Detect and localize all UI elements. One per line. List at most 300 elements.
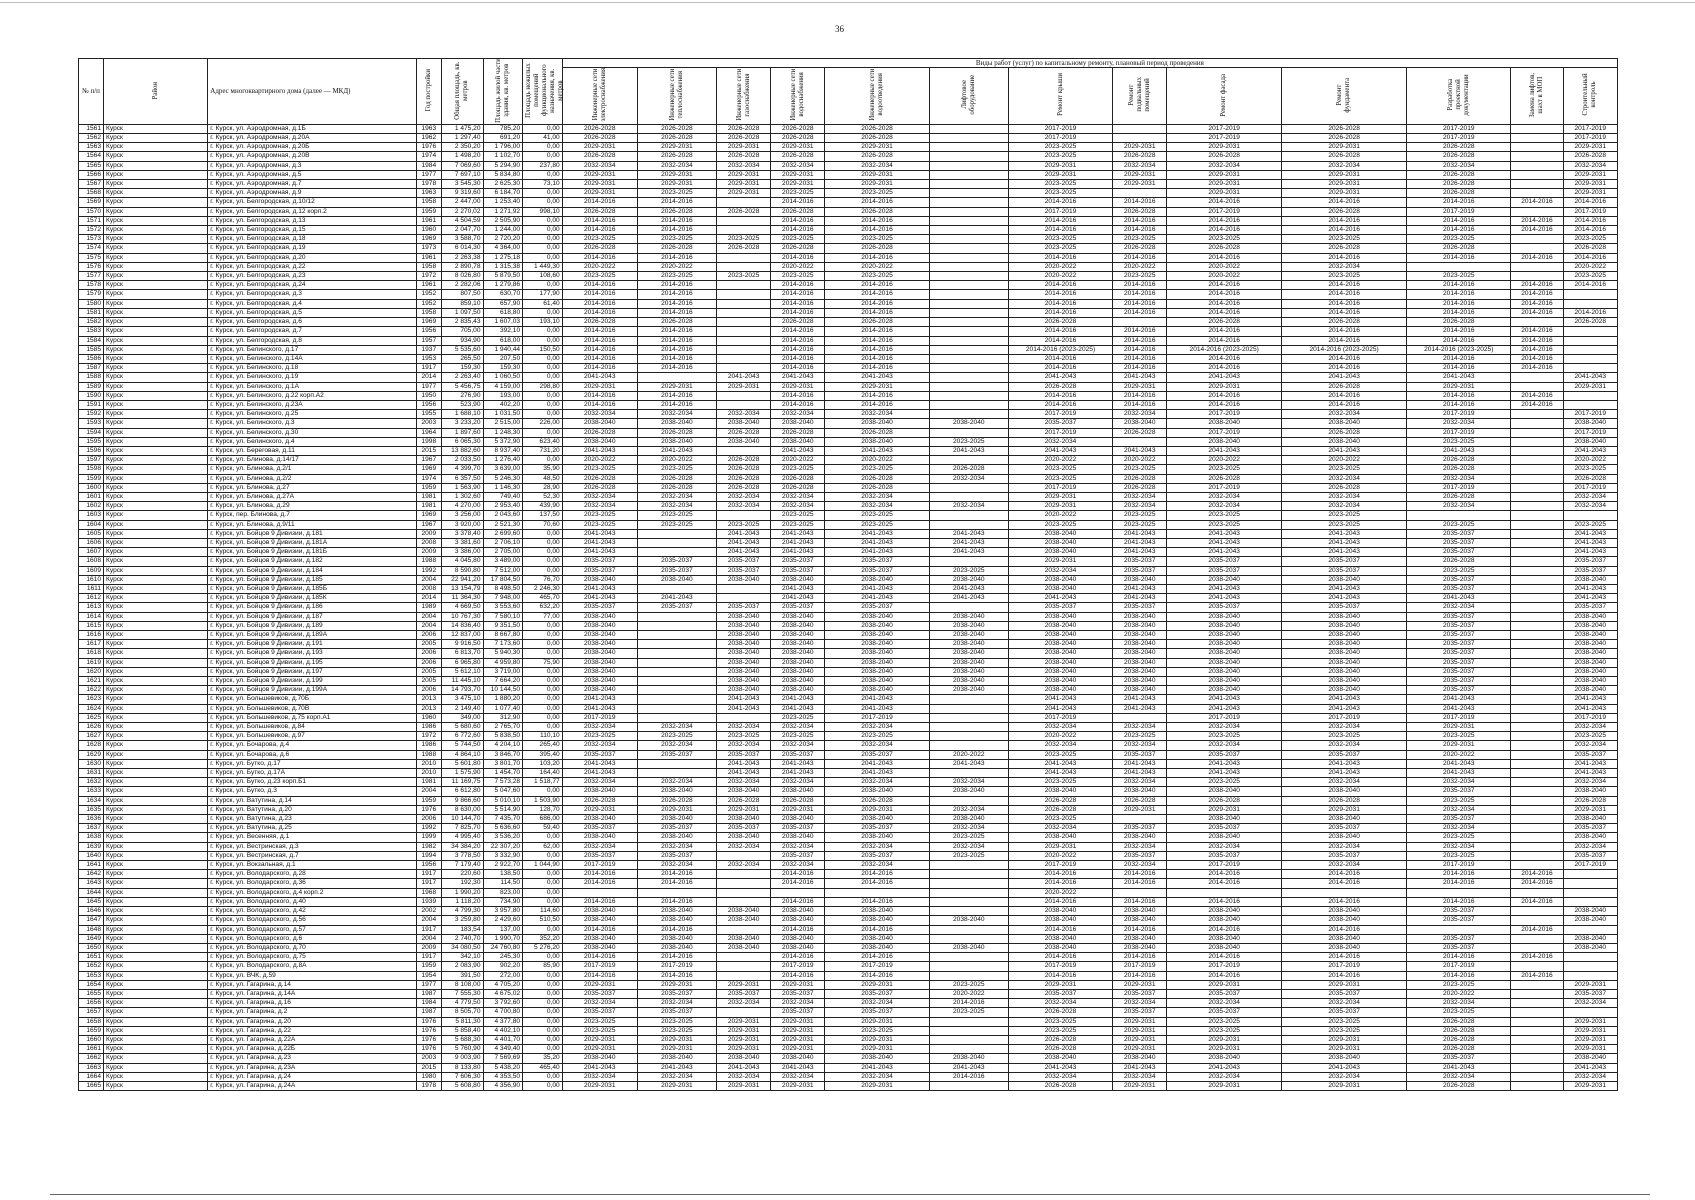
table-cell: 2041-2043 [1563, 594, 1617, 603]
table-cell: 2023-2025 [1008, 152, 1112, 161]
table-cell: 2032-2034 [717, 723, 771, 732]
table-cell: 5 858,40 [441, 1026, 483, 1035]
address-cell: г. Курск, ул. Володарского, д.6 [208, 934, 417, 943]
table-cell: 2041-2043 [717, 529, 771, 538]
table-cell [717, 308, 771, 317]
table-cell: 2041-2043 [1407, 704, 1511, 713]
table-cell: 2023-2025 [771, 713, 825, 722]
table-cell: 2015 [416, 446, 441, 455]
table-cell: 2014-2016 [1113, 925, 1167, 934]
table-cell: 2032-2034 [562, 842, 637, 851]
table-cell: 3 259,80 [441, 916, 483, 925]
row-number-cell: 1598 [79, 465, 104, 474]
table-cell: 2014-2016 [1113, 354, 1167, 363]
table-cell: 0,00 [523, 1035, 563, 1044]
table-cell: 2029-2031 [1282, 1035, 1407, 1044]
address-cell: г. Курск, ул. Вестринская, д.3 [208, 842, 417, 851]
work-header-elevator: Лифтовое оборудование [929, 68, 1008, 125]
table-row [79, 677, 1618, 686]
table-cell: 2035-2037 [1167, 1008, 1282, 1017]
table-cell: 2032-2034 [637, 502, 716, 511]
table-cell: 4 270,00 [441, 502, 483, 511]
table-cell [1563, 354, 1617, 363]
table-cell: 2023-2025 [637, 235, 716, 244]
table-cell: 2004 [416, 621, 441, 630]
table-cell: 5 811,30 [441, 1017, 483, 1026]
table-cell: 2032-2034 [717, 741, 771, 750]
row-number-cell: 1633 [79, 787, 104, 796]
table-cell: Курск [104, 244, 208, 253]
table-cell: 2041-2043 [1563, 695, 1617, 704]
table-cell: 2014-2016 [1113, 226, 1167, 235]
table-cell: 2009 [416, 548, 441, 557]
address-cell: г. Курск, ул. Белинского, д.17 [208, 345, 417, 354]
table-cell: 2014-2016 [1167, 953, 1282, 962]
table-cell: Курск [104, 815, 208, 824]
table-cell [562, 888, 637, 897]
table-row [79, 769, 1618, 778]
row-number-cell: 1585 [79, 345, 104, 354]
table-row [79, 861, 1618, 870]
table-cell: 2020-2022 [1008, 511, 1112, 520]
table-cell: Курск [104, 400, 208, 409]
table-cell: 2032-2034 [717, 492, 771, 501]
table-cell: 2026-2028 [825, 124, 929, 133]
table-cell: 1 044,90 [523, 861, 563, 870]
table-cell: 2014-2016 [637, 879, 716, 888]
table-cell: 2035-2037 [717, 566, 771, 575]
table-cell: 2009 [416, 943, 441, 952]
row-number-cell: 1604 [79, 520, 104, 529]
table-cell: 1 275,18 [483, 253, 523, 262]
table-cell: 2026-2028 [771, 474, 825, 483]
table-cell: 2014-2016 [1008, 253, 1112, 262]
table-cell [929, 198, 1008, 207]
table-cell: 2014-2016 [771, 216, 825, 225]
table-cell: 5 047,60 [483, 787, 523, 796]
table-cell: 1976 [416, 1045, 441, 1054]
table-cell: 8 026,80 [441, 272, 483, 281]
table-cell: 2014-2016 [771, 308, 825, 317]
table-cell [929, 796, 1008, 805]
table-cell: 2 350,20 [441, 143, 483, 152]
table-cell: 2032-2034 [825, 410, 929, 419]
table-row [79, 1026, 1618, 1035]
table-cell: 2020-2022 [637, 456, 716, 465]
table-cell: 1978 [416, 180, 441, 189]
table-cell: 2014-2016 [1167, 226, 1282, 235]
table-cell: 2038-2040 [929, 612, 1008, 621]
table-cell: 6 612,80 [441, 787, 483, 796]
table-cell: 0,00 [523, 787, 563, 796]
table-cell: 2038-2040 [562, 575, 637, 584]
address-cell: г. Курск, ул. Белинского, д.23А [208, 400, 417, 409]
table-cell: 2035-2037 [1407, 640, 1511, 649]
table-cell: 2041-2043 [771, 769, 825, 778]
table-cell: 2014-2016 [1511, 226, 1563, 235]
table-cell: 2014-2016 [1167, 299, 1282, 308]
table-cell: 2014-2016 [1167, 327, 1282, 336]
table-cell: 2023-2025 [1008, 474, 1112, 483]
address-cell: г. Курск, ул. Береговая, д.11 [208, 446, 417, 455]
table-cell: 2029-2031 [1282, 805, 1407, 814]
table-cell: 2032-2034 [1282, 999, 1407, 1008]
table-cell: 2029-2031 [1113, 1045, 1167, 1054]
table-cell: 7 569,69 [483, 1054, 523, 1063]
table-cell: Курск [104, 1054, 208, 1063]
table-cell: 2032-2034 [1282, 1072, 1407, 1081]
table-cell: 2014-2016 [1167, 336, 1282, 345]
table-cell: 2041-2043 [771, 1063, 825, 1072]
table-cell: 2014-2016 [1008, 391, 1112, 400]
table-cell: 2038-2040 [771, 575, 825, 584]
table-cell [1407, 925, 1511, 934]
table-cell: 2032-2034 [1563, 842, 1617, 851]
table-cell: Курск [104, 290, 208, 299]
table-cell: 2035-2037 [717, 750, 771, 759]
table-cell: 76,70 [523, 575, 563, 584]
table-cell: 2026-2028 [1407, 1035, 1511, 1044]
table-cell [1511, 621, 1563, 630]
address-cell: г. Курск, ул. Аэродромная, д.20А [208, 134, 417, 143]
table-cell: 2014-2016 [1008, 308, 1112, 317]
work-header-design-docs: Разработка проектной документации [1407, 68, 1511, 125]
table-cell: 298,80 [523, 382, 563, 391]
table-cell: 2038-2040 [825, 907, 929, 916]
table-cell: 2026-2028 [1407, 492, 1511, 501]
table-cell: 4 401,70 [483, 1035, 523, 1044]
table-cell: 2032-2034 [637, 999, 716, 1008]
table-cell: 1959 [416, 962, 441, 971]
table-cell: 2 047,70 [441, 226, 483, 235]
table-cell: 2026-2028 [562, 152, 637, 161]
table-cell: 2023-2025 [771, 465, 825, 474]
top-rule [0, 2, 1695, 3]
table-cell: 4 959,80 [483, 658, 523, 667]
table-cell: 2038-2040 [717, 437, 771, 446]
table-cell: 2026-2028 [637, 483, 716, 492]
table-cell: 2014-2016 [771, 345, 825, 354]
table-cell: 2035-2037 [771, 824, 825, 833]
table-cell: 2041-2043 [771, 446, 825, 455]
table-cell: 2014-2016 [825, 345, 929, 354]
table-cell [1511, 741, 1563, 750]
table-cell: 2038-2040 [637, 934, 716, 943]
table-cell: 2023-2025 [929, 980, 1008, 989]
table-cell: 2032-2034 [1282, 474, 1407, 483]
table-cell: 2041-2043 [1282, 695, 1407, 704]
table-cell: Курск [104, 750, 208, 759]
table-cell: 395,40 [523, 750, 563, 759]
table-cell: 2038-2040 [825, 916, 929, 925]
table-cell [637, 612, 716, 621]
table-cell: 2032-2034 [771, 842, 825, 851]
table-cell: 2032-2034 [1407, 805, 1511, 814]
table-cell: 2029-2031 [1167, 143, 1282, 152]
table-cell: 2038-2040 [1563, 437, 1617, 446]
table-cell: 2035-2037 [562, 1008, 637, 1017]
table-cell: 2023-2025 [929, 1008, 1008, 1017]
table-cell: 2029-2031 [1282, 1081, 1407, 1090]
table-cell: 1957 [416, 336, 441, 345]
table-cell: 159,30 [483, 364, 523, 373]
table-cell: 2014-2016 [1407, 327, 1511, 336]
table-cell: 2014-2016 [562, 216, 637, 225]
table-cell: 0,00 [523, 879, 563, 888]
table-cell: 2026-2028 [637, 244, 716, 253]
table-cell: 2032-2034 [562, 741, 637, 750]
table-cell: 2020-2022 [1282, 456, 1407, 465]
table-row [79, 511, 1618, 520]
table-cell: 2038-2040 [562, 833, 637, 842]
table-cell: 2026-2028 [717, 456, 771, 465]
table-cell: Курск [104, 548, 208, 557]
table-cell: 2038-2040 [771, 658, 825, 667]
table-cell: Курск [104, 824, 208, 833]
table-cell: 2032-2034 [1113, 842, 1167, 851]
table-cell: 2035-2037 [825, 566, 929, 575]
row-number-cell: 1650 [79, 943, 104, 952]
table-cell [1511, 750, 1563, 759]
table-cell: 2023-2025 [562, 1017, 637, 1026]
table-cell: 2038-2040 [1563, 575, 1617, 584]
table-cell: 2032-2034 [1167, 492, 1282, 501]
table-cell: 2041-2043 [1167, 373, 1282, 382]
table-cell: Курск [104, 529, 208, 538]
table-cell: 2029-2031 [1282, 189, 1407, 198]
table-cell: 2014-2016 [1511, 216, 1563, 225]
table-row [79, 612, 1618, 621]
table-cell: Курск [104, 584, 208, 593]
table-cell: 3 381,60 [441, 538, 483, 547]
table-cell: 2038-2040 [1113, 649, 1167, 658]
table-cell: 2014-2016 [1113, 336, 1167, 345]
table-cell: 1956 [416, 400, 441, 409]
address-cell: г. Курск, ул. Белгородская, д.18 [208, 235, 417, 244]
table-cell: 0,00 [523, 1072, 563, 1081]
table-cell: 8 498,50 [483, 584, 523, 593]
table-cell: 2041-2043 [1113, 529, 1167, 538]
table-cell: 2014-2016 [771, 364, 825, 373]
table-cell: 2014-2016 [1407, 226, 1511, 235]
table-cell: 2035-2037 [1407, 667, 1511, 676]
table-row [79, 189, 1618, 198]
table-cell: 2014-2016 [825, 281, 929, 290]
table-cell: 2035-2037 [1563, 566, 1617, 575]
table-cell [929, 318, 1008, 327]
table-cell: 2032-2034 [637, 723, 716, 732]
table-cell: 2026-2028 [1008, 805, 1112, 814]
table-cell: 2032-2034 [562, 502, 637, 511]
table-cell [717, 364, 771, 373]
address-cell: г. Курск, ул. Ватутина, д.23 [208, 815, 417, 824]
row-number-cell: 1663 [79, 1063, 104, 1072]
table-cell: 2026-2028 [1008, 1045, 1112, 1054]
address-cell: г. Курск, ул. Большевиков, д.97 [208, 732, 417, 741]
table-cell: 2014-2016 [1282, 308, 1407, 317]
table-cell [929, 207, 1008, 216]
table-cell: 2029-2031 [1407, 723, 1511, 732]
table-cell [1511, 631, 1563, 640]
table-cell [717, 216, 771, 225]
table-cell [717, 391, 771, 400]
table-cell: 2023-2025 [1008, 1026, 1112, 1035]
work-header-construction-control: Строительный контроль [1563, 68, 1617, 125]
table-cell: 2038-2040 [1113, 677, 1167, 686]
table-cell: 0,00 [523, 244, 563, 253]
table-cell: 1988 [416, 750, 441, 759]
table-cell: 2014-2016 [1282, 354, 1407, 363]
table-cell: 2035-2037 [1113, 750, 1167, 759]
table-cell: 0,00 [523, 704, 563, 713]
table-cell: 2023-2025 [1008, 815, 1112, 824]
table-cell: 2014-2016 [1563, 198, 1617, 207]
table-cell: 2038-2040 [1167, 934, 1282, 943]
table-cell: Курск [104, 621, 208, 630]
table-cell: 2014-2016 [1282, 290, 1407, 299]
table-cell: 2026-2028 [717, 465, 771, 474]
table-cell [1563, 511, 1617, 520]
table-cell: 2014-2016 [1167, 364, 1282, 373]
table-cell: 2038-2040 [562, 419, 637, 428]
table-cell: 2026-2028 [771, 483, 825, 492]
table-cell: 2014-2016 [825, 971, 929, 980]
address-cell: г. Курск, ул. Белгородская, д.8 [208, 336, 417, 345]
table-cell [1511, 382, 1563, 391]
table-cell: Курск [104, 520, 208, 529]
table-cell: 7 555,30 [441, 989, 483, 998]
table-cell: 2035-2037 [825, 1008, 929, 1017]
table-cell: 2038-2040 [717, 621, 771, 630]
table-cell: 1987 [416, 1008, 441, 1017]
table-cell: 2002 [416, 907, 441, 916]
works-group-header: Виды работ (услуг) по капитальному ремонту, плановый период проведения [562, 59, 1617, 68]
table-cell: 2038-2040 [929, 419, 1008, 428]
table-cell: 2026-2028 [637, 796, 716, 805]
table-cell: 2014-2016 [1113, 253, 1167, 262]
address-cell: г. Курск, ул. Бойцов 9 Дивизии, д.186 [208, 603, 417, 612]
address-cell: г. Курск, ул. Белгородская, д.22 [208, 262, 417, 271]
table-cell: 2032-2034 [771, 492, 825, 501]
table-cell: 22 307,20 [483, 842, 523, 851]
table-cell: 2038-2040 [717, 833, 771, 842]
table-cell: 2026-2028 [929, 465, 1008, 474]
table-cell: 2041-2043 [1008, 704, 1112, 713]
table-cell: 2041-2043 [825, 695, 929, 704]
table-cell: 2026-2028 [1407, 1045, 1511, 1054]
table-cell: 2029-2031 [562, 980, 637, 989]
table-cell [717, 400, 771, 409]
table-cell: 2014-2016 [1511, 364, 1563, 373]
table-cell: 2035-2037 [637, 557, 716, 566]
table-row [79, 934, 1618, 943]
table-row [79, 373, 1618, 382]
table-cell: 1939 [416, 897, 441, 906]
table-cell [771, 888, 825, 897]
table-cell: 2041-2043 [929, 529, 1008, 538]
table-row [79, 336, 1618, 345]
page-number: 36 [835, 24, 844, 34]
table-cell: 2014-2016 [1113, 345, 1167, 354]
table-cell [1511, 732, 1563, 741]
table-cell: 1998 [416, 437, 441, 446]
table-cell: 2038-2040 [717, 649, 771, 658]
table-cell: 2014-2016 [1407, 391, 1511, 400]
table-cell [1563, 897, 1617, 906]
table-cell: 2014-2016 [1282, 299, 1407, 308]
table-cell: 2 429,60 [483, 916, 523, 925]
table-cell: 2 835,43 [441, 318, 483, 327]
table-cell: 2023-2025 [1563, 465, 1617, 474]
table-cell: 2017-2019 [1282, 962, 1407, 971]
address-cell: г. Курск, пер. Блинова, д.7 [208, 511, 417, 520]
table-cell: 2023-2025 [1563, 272, 1617, 281]
table-row [79, 980, 1618, 989]
table-cell: 2038-2040 [771, 907, 825, 916]
table-cell: 2026-2028 [1563, 152, 1617, 161]
table-cell: 2014-2016 [1282, 281, 1407, 290]
table-cell: 2023-2025 [1563, 732, 1617, 741]
table-cell: 2041-2043 [1167, 759, 1282, 768]
table-cell: 2 282,06 [441, 281, 483, 290]
table-cell [1511, 492, 1563, 501]
table-cell: 2041-2043 [717, 373, 771, 382]
table-cell: 2006 [416, 649, 441, 658]
table-cell: 2014-2016 [1008, 281, 1112, 290]
table-cell: 2038-2040 [1008, 575, 1112, 584]
row-number-cell: 1590 [79, 391, 104, 400]
table-cell: 2014-2016 [1511, 345, 1563, 354]
table-cell: 2014-2016 [1282, 953, 1407, 962]
table-cell: 2014-2016 [1008, 299, 1112, 308]
table-cell: 439,90 [523, 502, 563, 511]
table-cell: 2038-2040 [1563, 907, 1617, 916]
table-cell: 2029-2031 [825, 143, 929, 152]
table-cell [637, 548, 716, 557]
table-cell [1511, 538, 1563, 547]
table-cell: 3 957,80 [483, 907, 523, 916]
table-cell: 2026-2028 [1563, 318, 1617, 327]
table-cell: 2035-2037 [1167, 851, 1282, 860]
table-cell: 2035-2037 [717, 824, 771, 833]
table-cell: 34 384,20 [441, 842, 483, 851]
table-cell [929, 161, 1008, 170]
address-cell: г. Курск, ул. Бочарова, д.4 [208, 741, 417, 750]
table-cell: 2038-2040 [717, 667, 771, 676]
table-cell [1511, 962, 1563, 971]
table-cell: 2023-2025 [929, 437, 1008, 446]
table-cell: Курск [104, 391, 208, 400]
table-cell: 2014-2016 [1563, 226, 1617, 235]
table-cell: 2014-2016 [562, 364, 637, 373]
table-cell: 2014-2016 [1167, 308, 1282, 317]
table-cell: 2014-2016 [637, 281, 716, 290]
table-cell: 2023-2025 [1008, 235, 1112, 244]
table-cell: 2038-2040 [637, 575, 716, 584]
row-number-cell: 1567 [79, 180, 104, 189]
table-cell: 2014-2016 [1008, 216, 1112, 225]
row-number-cell: 1626 [79, 723, 104, 732]
table-cell: 2038-2040 [1008, 612, 1112, 621]
table-cell: 807,50 [441, 290, 483, 299]
table-cell: Курск [104, 980, 208, 989]
table-cell: 2032-2034 [1282, 410, 1407, 419]
table-cell: 2032-2034 [825, 161, 929, 170]
row-number-cell: 1618 [79, 649, 104, 658]
table-cell: 0,00 [523, 631, 563, 640]
table-row [79, 603, 1618, 612]
table-cell: 1959 [416, 483, 441, 492]
